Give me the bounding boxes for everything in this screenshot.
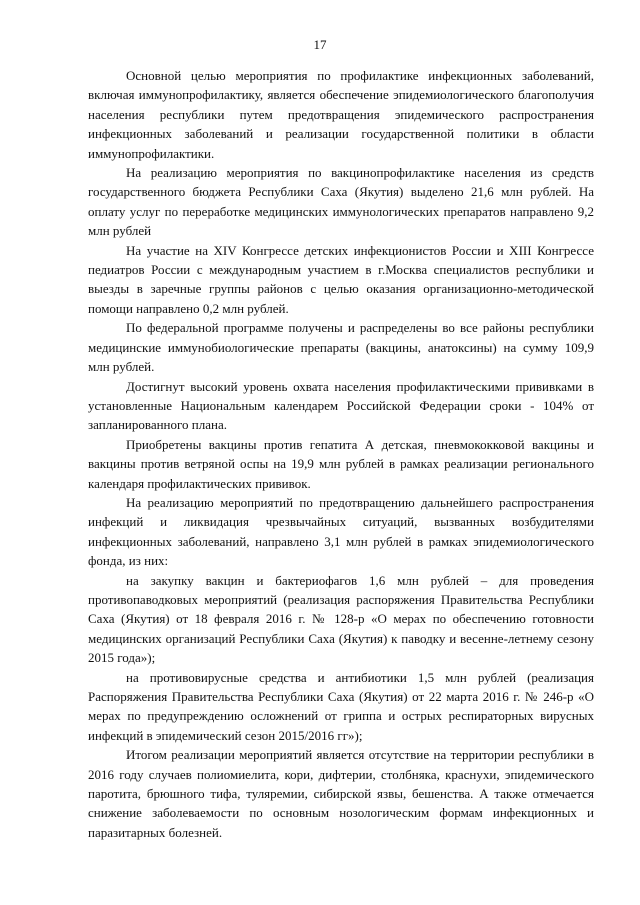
paragraph: Итогом реализации мероприятий является отсутствие на территории республики в 2016 году случаев полиомиелита, кори, дифтерии, столбняка, краснухи, эпидемического паротита, брюшного тифа, туляремии, сибирской язвы, бешенства. А также отмечается снижение заболеваемости по основным нозологическим формам инфекционных и паразитарных болезней. — [88, 747, 594, 840]
list-item: на закупку вакцин и бактериофагов 1,6 млн рублей – для проведения противопаводковых мероприятий (реализация распоряжения Правительства Республики Саха (Якутия) от 18 февраля 2016 г. № 128-р «О мерах по обеспечению готовности медицинских организаций Республики Саха (Якутия) к паводку и весенне-летнему сезону 2015 года»); — [88, 572, 594, 666]
paragraph: Приобретены вакцины против гепатита А детская, пневмококковой вакцины и вакцины против ветряной оспы на 19,9 млн рублей в рамках реализации регионального календаря профилактических прививок. — [88, 436, 594, 491]
list-item: на противовирусные средства и антибиотики 1,5 млн рублей (реализация Распоряжения Правительства Республики Саха (Якутия) от 22 марта 2016 г. № 246-р «О мерах по предупреждению осложнений от гриппа и острых респираторных вирусных инфекций в эпидемический сезон 2015/2016 гг»); — [88, 669, 594, 743]
paragraph: По федеральной программе получены и распределены во все районы республики медицинские иммунобиологические препараты (вакцины, анатоксины) на сумму 109,9 млн рублей. — [88, 320, 594, 375]
paragraph: Основной целью мероприятия по профилактике инфекционных заболеваний, включая иммунопрофилактику, является обеспечение эпидемиологического благополучия населения республики путем предотвращения эпидемического распространения инфекционных заболеваний и реализации государственной политики в области иммунопрофилактики. — [88, 68, 594, 161]
document-body — [88, 66, 594, 842]
paragraph: На реализацию мероприятия по вакцинопрофилактике населения из средств государственного бюджета Республики Саха (Якутия) выделено 21,6 млн рублей. На оплату услуг по переработке медицинских иммунологических препаратов направлено 9,2 млн рублей — [88, 165, 594, 239]
paragraph: На реализацию мероприятий по предотвращению дальнейшего распространения инфекций и ликвидация чрезвычайных ситуаций, вызванных возбудителями инфекционных заболеваний, направлено 3,1 млн рублей в рамках эпидемиологического фонда, из них: — [88, 494, 594, 569]
page-number: 17 — [313, 37, 327, 52]
paragraph: На участие на XIV Конгрессе детских инфекционистов России и XIII Конгрессе педиатров России с международным участием в г.Москва специалистов республики и выезды в заречные группы районов с целью оказания организационно-методической помощи направлено 0,2 млн рублей. — [88, 242, 594, 316]
paragraph: Достигнут высокий уровень охвата населения профилактическими прививками в установленные Национальным календарем Российской Федерации сроки - 104% от запланированного плана. — [88, 378, 594, 433]
